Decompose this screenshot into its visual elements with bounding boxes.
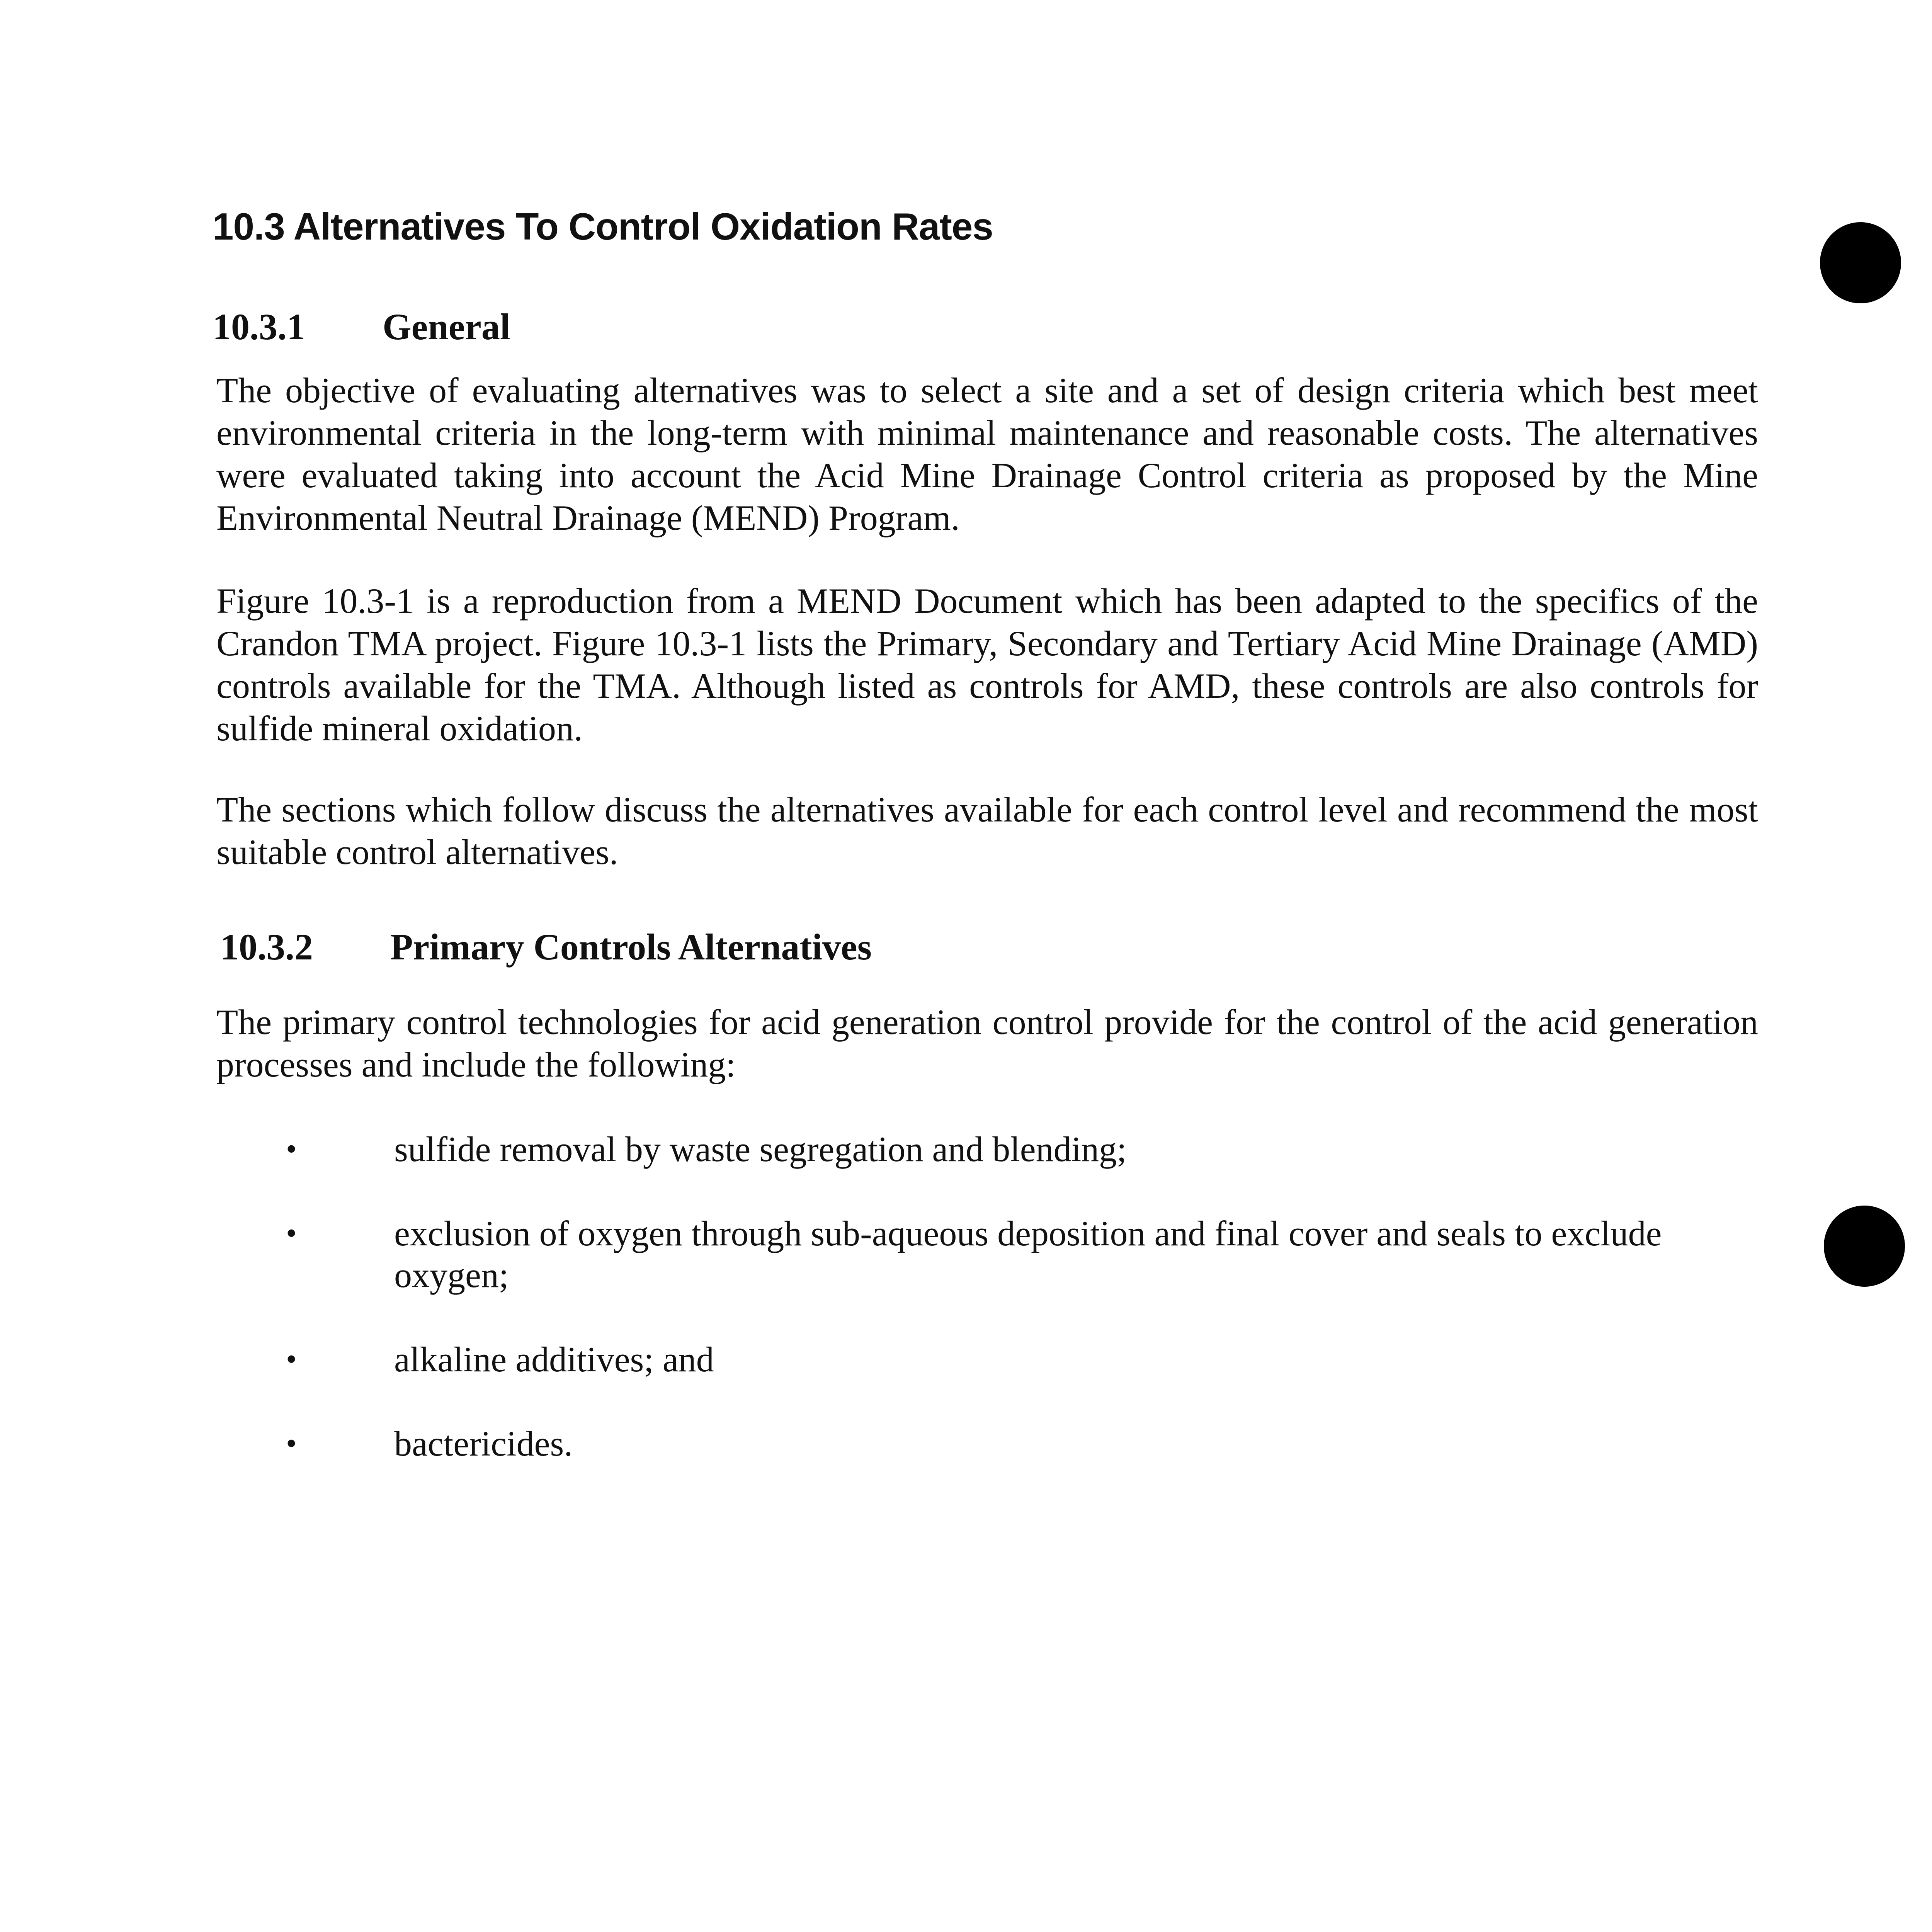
paragraph: The sections which follow discuss the alternatives available for each control level and recommend the most suitable control alternatives. (216, 790, 1758, 872)
subsection-number: 10.3.1 (213, 306, 305, 347)
bullet-glyph: • (286, 1216, 297, 1250)
list-item-text: bactericides. (394, 1424, 573, 1463)
subsection-heading-primary-controls (220, 925, 872, 968)
bullet-list (286, 1128, 1677, 1507)
bullet-glyph: • (286, 1132, 297, 1166)
list-item-text: sulfide removal by waste segregation and blending; (394, 1129, 1127, 1169)
section-title: 10.3 Alternatives To Control Oxidation Rates (213, 205, 993, 248)
list-item (286, 1128, 1677, 1170)
list-item (286, 1338, 1677, 1380)
punch-hole (1824, 1206, 1905, 1287)
list-item-text: exclusion of oxygen through sub-aqueous deposition and final cover and seals to exclude oxygen; (394, 1214, 1662, 1295)
list-item (286, 1213, 1677, 1296)
subsection-number: 10.3.2 (220, 926, 313, 968)
subsection-title: General (383, 306, 510, 347)
list-item-text: alkaline additives; and (394, 1340, 714, 1379)
paragraph: Figure 10.3-1 is a reproduction from a MEND Document which has been adapted to the specifics of the Crandon TMA project. Figure 10.3-1 lists the Primary, Secondary and Tertiary Acid Mine Drainage (AMD) controls available for the TMA. Although listed as controls for AMD, these controls are also controls for sulfide mineral oxidation. (216, 581, 1758, 748)
subsection-title: Primary Controls Alternatives (390, 926, 872, 968)
bullet-glyph: • (286, 1342, 297, 1376)
subsection-heading-general (213, 305, 510, 348)
bullet-glyph: • (286, 1427, 297, 1461)
list-item (286, 1423, 1677, 1464)
paragraph: The objective of evaluating alternatives was to select a site and a set of design criteria which best meet environmental criteria in the long-term with minimal maintenance and reasonable costs. The alternatives were evaluated taking into account the Acid Mine Drainage Control criteria as proposed by the Mine Environmental Neutral Drainage (MEND) Program. (216, 371, 1758, 537)
paragraph: The primary control technologies for acid generation control provide for the control of the acid generation processes and include the following: (216, 1002, 1758, 1084)
punch-hole (1820, 222, 1901, 303)
